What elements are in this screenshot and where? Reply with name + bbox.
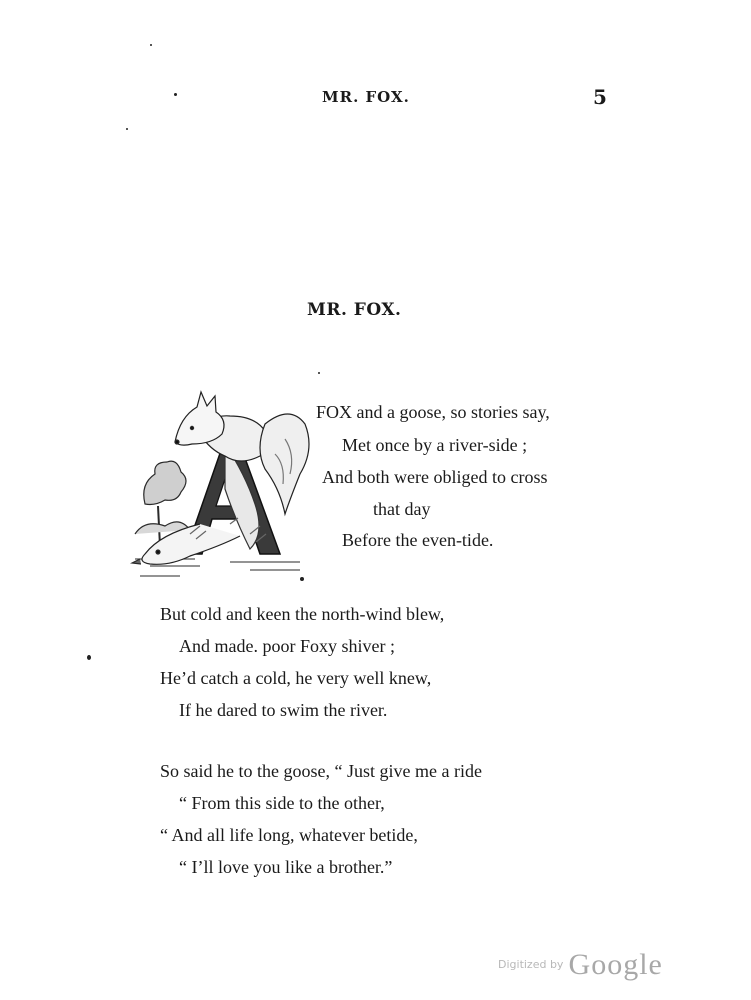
poem-line: “ From this side to the other, <box>179 793 385 813</box>
poem-line: And both were obliged to cross <box>322 467 548 487</box>
poem-line: So said he to the goose, “ Just give me a ride <box>160 761 482 781</box>
poem-line: Before the even-tide. <box>342 530 494 550</box>
fox-and-goose-drop-cap-illustration <box>130 384 315 584</box>
poem-line: FOX and a goose, so stories say, <box>316 402 550 422</box>
google-logo: Google <box>568 948 663 981</box>
poem-line: “ And all life long, whatever betide, <box>160 825 418 845</box>
scan-speck <box>150 44 152 46</box>
poem-line: And made. poor Foxy shiver ; <box>179 636 395 656</box>
poem-line: But cold and keen the north-wind blew, <box>160 604 445 624</box>
scan-speck <box>174 93 177 96</box>
scan-speck <box>318 372 320 374</box>
poem-line: that day <box>373 499 431 519</box>
page-number: 5 <box>593 85 607 109</box>
poem-line: Met once by a river-side ; <box>342 435 528 455</box>
poem-line: “ I’ll love you like a brother.” <box>179 857 393 877</box>
watermark-prefix: Digitized by <box>498 958 564 971</box>
poem-line: If he dared to swim the river. <box>179 700 388 720</box>
scan-speck <box>126 128 128 130</box>
poem-line: He’d catch a cold, he very well knew, <box>160 668 432 688</box>
digitized-by-google-watermark <box>498 948 663 982</box>
running-head: MR. FOX. <box>322 88 410 106</box>
poem-title: MR. FOX. <box>307 300 402 320</box>
scan-speck <box>87 655 91 660</box>
